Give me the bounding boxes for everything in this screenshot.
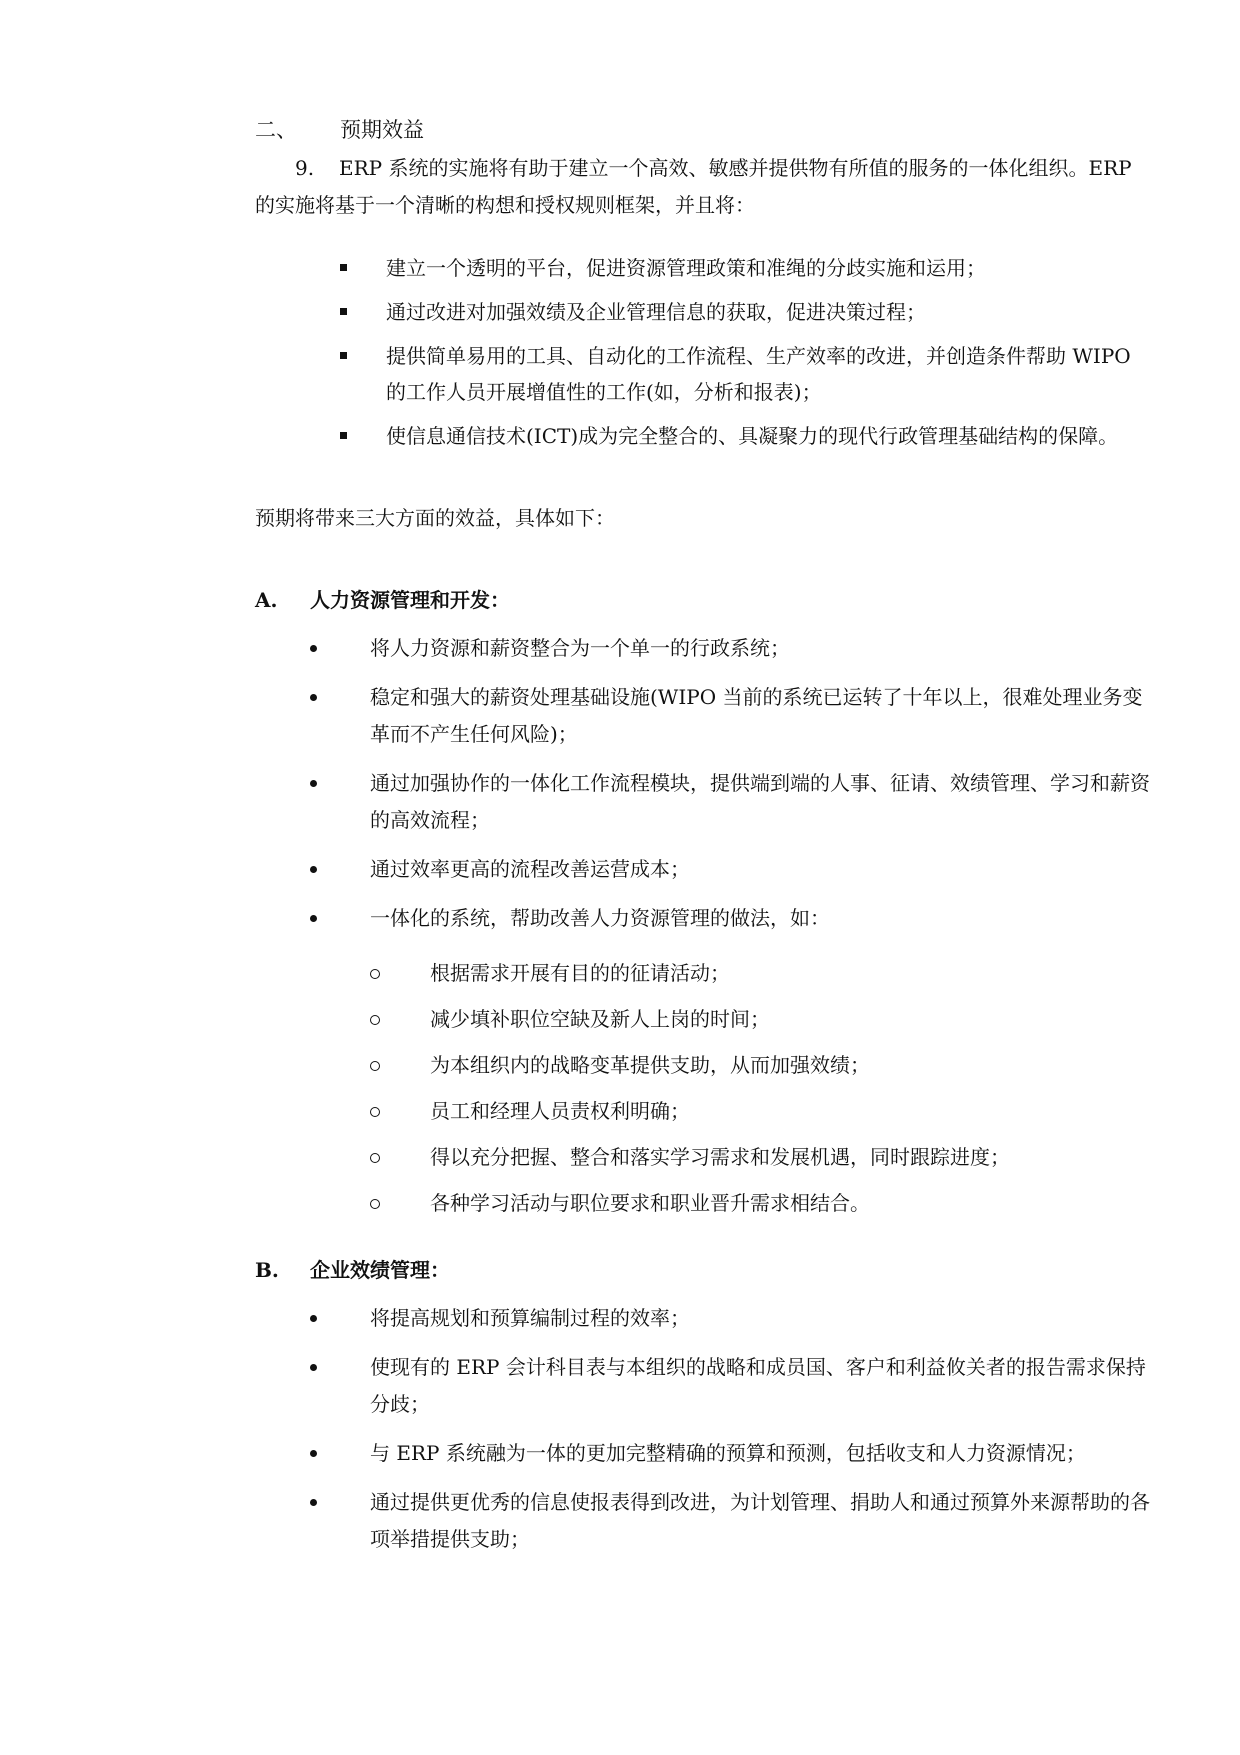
- list-item: 通过改进对加强效绩及企业管理信息的获取，促进决策过程；: [340, 294, 1155, 330]
- list-item: 通过提供更优秀的信息使报表得到改进，为计划管理、捐助人和通过预算外来源帮助的各项举措提供支助；: [310, 1484, 1155, 1558]
- list-item: 将提高规划和预算编制过程的效率；: [310, 1300, 1155, 1337]
- benefits-intro: 预期将带来三大方面的效益，具体如下：: [255, 506, 615, 530]
- square-bullet-icon: [340, 308, 347, 315]
- section-a-heading: [255, 585, 510, 615]
- square-bullet-icon: [340, 432, 347, 439]
- list-item: 得以充分把握、整合和落实学习需求和发展机遇，同时跟踪进度；: [370, 1139, 1155, 1176]
- section-b-letter: B.: [255, 1258, 279, 1282]
- section-b-heading: [255, 1255, 450, 1285]
- list-item: 员工和经理人员责权利明确；: [370, 1093, 1155, 1130]
- section-a-list: [310, 630, 1155, 949]
- bullet-dot-icon: [310, 780, 317, 787]
- section-b-list: [310, 1300, 1155, 1570]
- square-bullet-icon: [340, 352, 347, 359]
- section-heading: [255, 115, 424, 145]
- bullet-dot-icon: [310, 915, 317, 922]
- list-item: 建立一个透明的平台，促进资源管理政策和准绳的分歧实施和运用；: [340, 250, 1155, 286]
- circle-bullet-icon: [370, 1153, 380, 1163]
- bullet-dot-icon: [310, 1450, 317, 1457]
- list-item: 使现有的 ERP 会计科目表与本组织的战略和成员国、客户和利益攸关者的报告需求保持分歧；: [310, 1349, 1155, 1423]
- section-title: 预期效益: [340, 118, 424, 142]
- circle-bullet-icon: [370, 1199, 380, 1209]
- list-item: 通过效率更高的流程改善运营成本；: [310, 851, 1155, 888]
- bullet-dot-icon: [310, 1315, 317, 1322]
- circle-bullet-icon: [370, 1107, 380, 1117]
- bullet-dot-icon: [310, 1364, 317, 1371]
- paragraph-text: ERP 系统的实施将有助于建立一个高效、敏感并提供物有所值的服务的一体化组织。ERP 的实施将基于一个清晰的构想和授权规则框架，并且将：: [255, 156, 1132, 217]
- objectives-list: [340, 250, 1155, 462]
- list-item: 稳定和强大的薪资处理基础设施(WIPO 当前的系统已运转了十年以上，很难处理业务变革而不产生任何风险)；: [310, 679, 1155, 753]
- section-a-letter: A.: [255, 588, 278, 612]
- list-item: 减少填补职位空缺及新人上岗的时间；: [370, 1001, 1155, 1038]
- list-item: 与 ERP 系统融为一体的更加完整精确的预算和预测，包括收支和人力资源情况；: [310, 1435, 1155, 1472]
- list-item: 将人力资源和薪资整合为一个单一的行政系统；: [310, 630, 1155, 667]
- section-number: 二、: [255, 118, 297, 142]
- circle-bullet-icon: [370, 1015, 380, 1025]
- square-bullet-icon: [340, 264, 347, 271]
- bullet-dot-icon: [310, 1499, 317, 1506]
- list-item: 通过加强协作的一体化工作流程模块，提供端到端的人事、征请、效绩管理、学习和薪资的高效流程；: [310, 765, 1155, 839]
- bullet-dot-icon: [310, 866, 317, 873]
- list-item: 为本组织内的战略变革提供支助，从而加强效绩；: [370, 1047, 1155, 1084]
- circle-bullet-icon: [370, 1061, 380, 1071]
- list-item: 使信息通信技术(ICT)成为完全整合的、具凝聚力的现代行政管理基础结构的保障。: [340, 418, 1155, 454]
- intro-paragraph: [255, 150, 1155, 224]
- list-item: 提供简单易用的工具、自动化的工作流程、生产效率的改进，并创造条件帮助 WIPO 的工作人员开展增值性的工作(如，分析和报表)；: [340, 338, 1155, 410]
- bullet-dot-icon: [310, 694, 317, 701]
- section-b-title: 企业效绩管理：: [310, 1258, 450, 1282]
- list-item: 根据需求开展有目的的征请活动；: [370, 955, 1155, 992]
- section-a-sublist: [370, 955, 1155, 1231]
- bullet-dot-icon: [310, 645, 317, 652]
- list-item: 各种学习活动与职位要求和职业晋升需求相结合。: [370, 1185, 1155, 1222]
- paragraph-number: 9.: [295, 156, 315, 180]
- circle-bullet-icon: [370, 969, 380, 979]
- section-a-title: 人力资源管理和开发：: [310, 588, 510, 612]
- list-item: 一体化的系统，帮助改善人力资源管理的做法，如：: [310, 900, 1155, 937]
